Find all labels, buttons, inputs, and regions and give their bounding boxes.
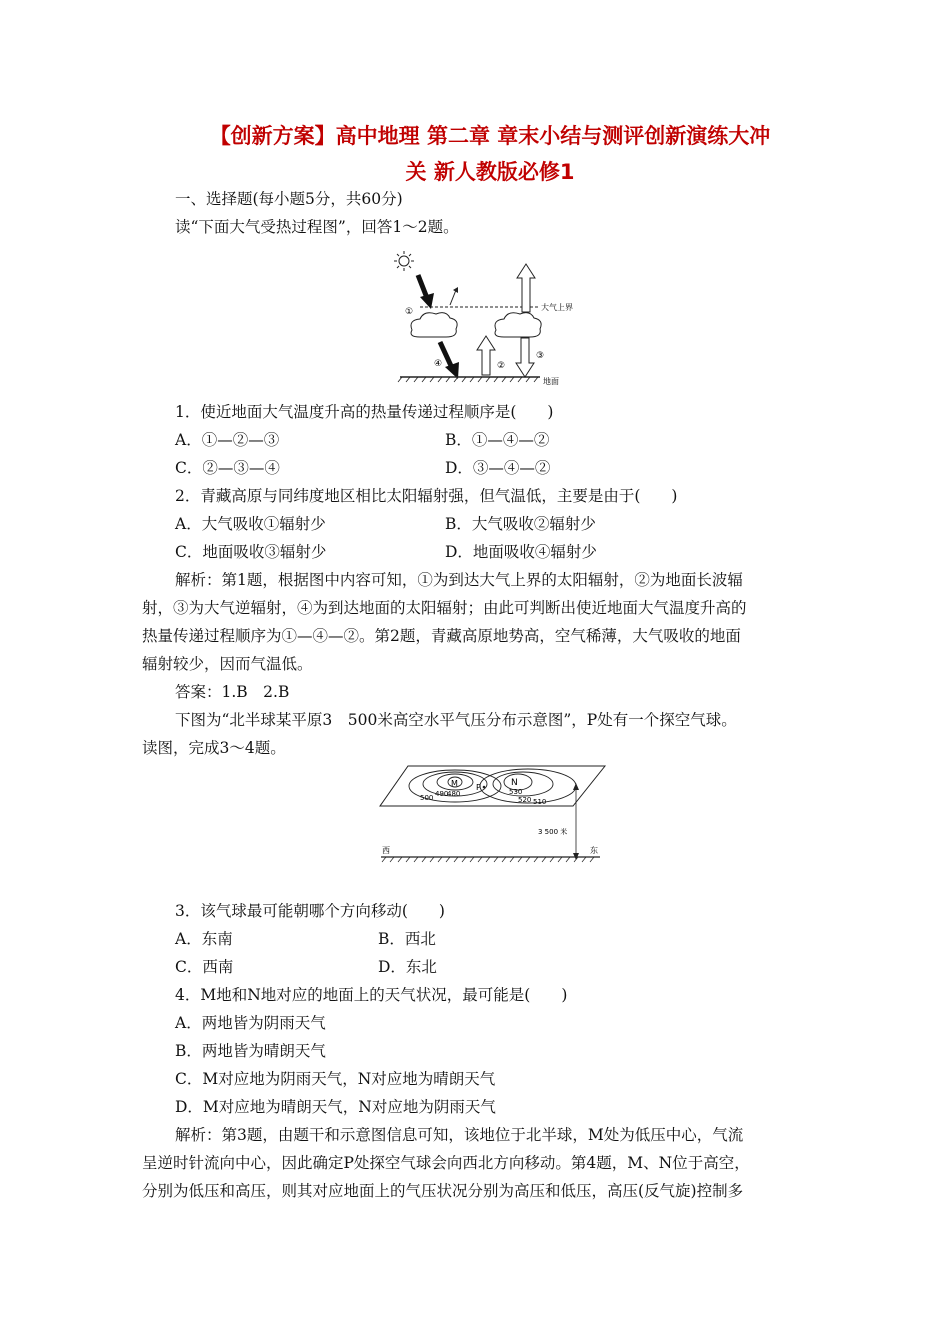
title-line-2: 关 新人教版必修1 — [405, 160, 575, 184]
analysis1-line4: 辐射较少，因而气温低。 — [142, 655, 313, 673]
section-heading: 一、选择题(每小题5分，共60分) — [175, 190, 403, 208]
isobar-520: 520 — [518, 796, 532, 804]
cloud-left — [411, 313, 457, 337]
isobar-490: 490 — [435, 790, 449, 798]
pressure-plane — [380, 766, 605, 806]
q3-option-b: B．西北 — [378, 930, 436, 948]
analysis2-line3: 分别为低压和高压，则其对应地面上的气压状况分别为高压和低压，高压(反气旋)控制多 — [142, 1182, 744, 1200]
analysis1-line1: 解析：第1题，根据图中内容可知，①为到达大气上界的太阳辐射，②为地面长波辐 — [175, 571, 743, 589]
height-label: 3 500 米 — [538, 828, 568, 836]
q2-option-c: C．地面吸收③辐射少 — [175, 543, 327, 561]
p-label: P — [476, 783, 481, 792]
figure1-intro: 读“下面大气受热过程图”，回答1～2题。 — [175, 218, 459, 236]
figure2-intro-line2: 读图，完成3～4题。 — [142, 739, 286, 757]
analysis2-line2: 呈逆时针流向中心，因此确定P处探空气球会向西北方向移动。第4题，M、N位于高空， — [142, 1154, 750, 1172]
analysis1-line3: 热量传递过程顺序为①—④—②。第2题，青藏高原地势高，空气稀薄，大气吸收的地面 — [142, 627, 741, 645]
q3-option-a: A．东南 — [175, 930, 233, 948]
q1-option-a: A．①—②—③ — [175, 431, 280, 449]
atmosphere-top-label: 大气上界 — [541, 303, 573, 312]
q1-option-d: D．③—④—② — [445, 459, 551, 477]
pressure-distribution-diagram — [378, 762, 608, 874]
q3-stem: 3．该气球最可能朝哪个方向移动( ) — [175, 902, 445, 920]
balloon-point — [483, 786, 486, 789]
west-label: 西 — [382, 846, 390, 855]
label-3: ③ — [536, 351, 545, 361]
reflection-arrow — [450, 290, 456, 305]
atmosphere-heating-diagram — [390, 250, 580, 390]
q2-option-a: A．大气吸收①辐射少 — [175, 515, 326, 533]
isobar-500: 500 — [420, 794, 434, 802]
sun-icon — [394, 251, 414, 271]
q2-option-d: D．地面吸收④辐射少 — [445, 543, 597, 561]
q4-option-b: B．两地皆为晴朗天气 — [175, 1042, 326, 1060]
title-line-1: 【创新方案】高中地理 第二章 章末小结与测评创新演练大冲 — [209, 124, 771, 148]
n-label: N — [511, 778, 518, 788]
q4-option-a: A．两地皆为阴雨天气 — [175, 1014, 326, 1032]
ground-radiation-arrow — [477, 336, 495, 375]
analysis2-line1: 解析：第3题，由题干和示意图信息可知，该地位于北半球，M处为低压中心，气流 — [175, 1126, 744, 1144]
ground-hatching-2 — [382, 857, 594, 862]
q4-stem: 4．M地和N地对应的地面上的天气状况，最可能是( ) — [175, 986, 568, 1004]
q2-stem: 2．青藏高原与同纬度地区相比太阳辐射强，但气温低，主要是由于( ) — [175, 487, 678, 505]
q4-option-c: C．M对应地为阴雨天气，N对应地为晴朗天气 — [175, 1070, 496, 1088]
q1-option-c: C．②—③—④ — [175, 459, 280, 477]
cloud-right — [495, 313, 541, 337]
solar-radiation-arrow — [418, 275, 434, 309]
label-4: ④ — [434, 359, 443, 369]
document-title — [150, 118, 830, 190]
isobar-480: 480 — [447, 790, 461, 798]
label-2: ② — [497, 361, 506, 371]
m-label: M — [451, 779, 458, 788]
label-1: ① — [405, 307, 414, 317]
q3-option-d: D．东北 — [378, 958, 437, 976]
figure2-intro-line1: 下图为“北半球某平原3 500米高空水平气压分布示意图”，P处有一个探空气球。 — [175, 711, 737, 729]
east-label: 东 — [590, 846, 598, 855]
isobar-530: 530 — [509, 788, 523, 796]
q1-option-b: B．①—④—② — [445, 431, 550, 449]
q2-option-b: B．大气吸收②辐射少 — [445, 515, 596, 533]
analysis1-line2: 射，③为大气逆辐射，④为到达地面的太阳辐射；由此可判断出使近地面大气温度升高的 — [142, 599, 747, 617]
surface-radiation-arrow — [440, 342, 459, 379]
answer1: 答案：1.B 2.B — [175, 683, 290, 701]
q4-option-d: D．M对应地为晴朗天气，N对应地为阴雨天气 — [175, 1098, 496, 1116]
isobar-510: 510 — [533, 798, 547, 806]
q3-option-c: C．西南 — [175, 958, 234, 976]
ground-label: 地面 — [543, 377, 559, 386]
q1-stem: 1．使近地面大气温度升高的热量传递过程顺序是( ) — [175, 403, 554, 421]
